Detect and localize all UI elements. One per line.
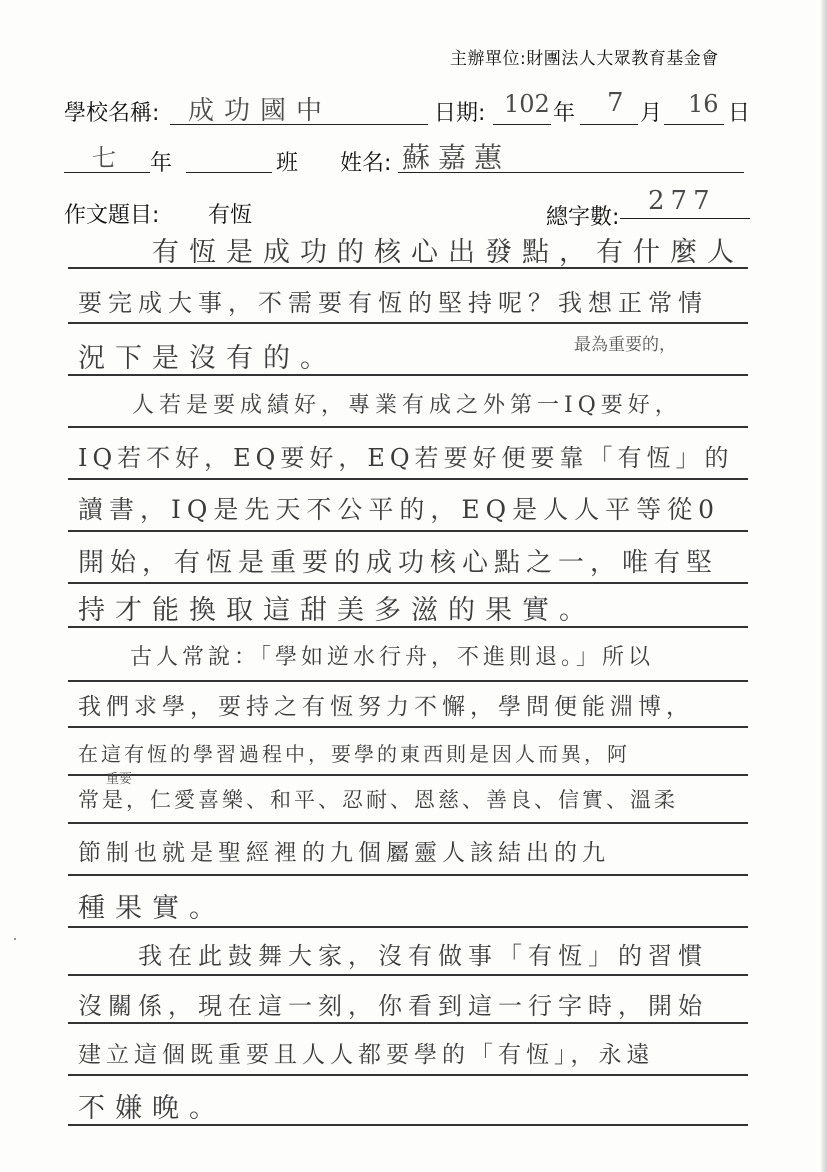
essay-line: 況下是沒有的。 xyxy=(78,343,337,374)
wordcount-underline xyxy=(620,218,750,219)
ruled-line xyxy=(68,582,748,584)
essay-line: 在這有恆的學習過程中，要學的東西則是因人而異，阿 xyxy=(78,742,630,766)
scan-speck xyxy=(14,938,16,940)
date-year-value: 102 xyxy=(504,90,550,118)
wordcount-value: 277 xyxy=(648,186,716,216)
essay-line: 我們求學，要持之有恆努力不懈，學問便能淵博， xyxy=(78,694,694,720)
ruled-line xyxy=(68,926,748,928)
school-value: 成功國中 xyxy=(188,96,333,126)
ruled-line xyxy=(68,726,748,728)
school-label: 學校名稱: xyxy=(64,101,160,126)
essay-line: 種果實。 xyxy=(78,893,226,924)
wordcount-label: 總字數: xyxy=(546,205,620,230)
date-year-unit: 年 xyxy=(553,101,576,126)
essay-line: 建立這個既重要且人人都要學的「有恆」，永遠 xyxy=(78,1042,655,1068)
date-day-unit: 日 xyxy=(728,101,751,126)
date-day-underline xyxy=(664,124,724,125)
ruled-line xyxy=(68,680,748,682)
date-year-underline xyxy=(493,124,551,125)
essay-line: 讀書，IQ是先天不公平的，EQ是人人平等從0 xyxy=(78,495,721,524)
ruled-line xyxy=(68,822,748,824)
ruled-line xyxy=(68,974,748,976)
name-label: 姓名: xyxy=(340,151,392,176)
date-day-value: 16 xyxy=(688,90,719,118)
ruled-line xyxy=(68,322,748,324)
essay-line: 人若是要成績好，專業有成之外第一IQ要好， xyxy=(78,393,682,418)
essay-line: 開始，有恆是重要的成功核心點之一，唯有堅 xyxy=(78,548,719,578)
grade-unit: 年 xyxy=(150,151,173,176)
organizer-label: 主辦單位:財團法人大眾教育基金會 xyxy=(450,49,719,69)
essay-line: 節制也就是聖經裡的九個屬靈人該結出的九 xyxy=(78,840,610,866)
insert-note: 重要 xyxy=(106,772,133,787)
class-unit: 班 xyxy=(276,151,299,176)
essay-line: 有恆是成功的核心出發點，有什麼人 xyxy=(78,237,744,268)
ruled-line xyxy=(68,478,748,480)
essay-line: 常是，仁愛喜樂、和平、忍耐、恩慈、善良、信實、溫柔 xyxy=(78,788,678,812)
essay-line: 要完成大事，不需要有恆的堅持呢？我想正常情 xyxy=(78,289,708,317)
ruled-line xyxy=(68,874,748,876)
name-value: 蘇嘉蕙 xyxy=(402,141,511,174)
date-label: 日期: xyxy=(434,101,486,126)
essay-line: 古人常說：「學如逆水行舟，不進則退。」所以 xyxy=(78,645,655,670)
insert-note: 最為重要的， xyxy=(574,335,676,355)
class-underline xyxy=(186,172,272,173)
date-month-unit: 月 xyxy=(640,101,663,126)
essay-line: 不嫌晚。 xyxy=(78,1093,226,1124)
essay-line: 我在此鼓舞大家，沒有做事「有恆」的習慣 xyxy=(78,942,708,970)
ruled-line xyxy=(68,774,748,776)
ruled-line xyxy=(68,1022,748,1024)
essay-line: 沒關係，現在這一刻，你看到這一行字時，開始 xyxy=(78,992,708,1020)
date-month-underline xyxy=(580,124,638,125)
ruled-line xyxy=(68,530,748,532)
page-edge-shadow xyxy=(821,0,827,1172)
grade-value: 七 xyxy=(92,144,116,172)
essay-line: 持才能換取這甜美多滋的果實。 xyxy=(78,595,596,626)
topic-value: 有恆 xyxy=(208,203,253,228)
ruled-line xyxy=(68,1074,748,1076)
essay-line: IQ若不好，EQ要好，EQ若要好便要靠「有恆」的 xyxy=(78,444,734,472)
ruled-line xyxy=(68,426,748,428)
topic-label: 作文題目: xyxy=(64,203,160,228)
date-month-value: 7 xyxy=(607,88,624,118)
